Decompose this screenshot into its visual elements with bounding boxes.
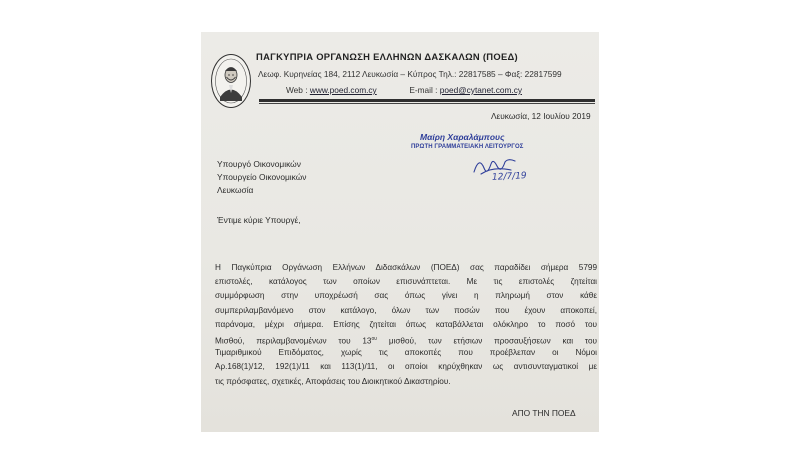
org-name: ΠΑΓΚΥΠΡΙΑ ΟΡΓΑΝΩΣΗ ΕΛΛΗΝΩΝ ΔΑΣΚΑΛΩΝ (ΠΟΕΔ) (256, 51, 518, 62)
header-rule-thin (259, 103, 595, 104)
body-line: παράνομα, μέχρι σήμερα. Επίσης ζητείται όπως καταβάλλεται ολόκληρο το ποσό του (215, 319, 597, 329)
recipient-block (217, 158, 306, 197)
body-line: Τιμαριθμικού Επιδόματος, χωρίς τις αποκοπές που προέβλεπαν οι Νόμοι (215, 348, 597, 358)
recipient-line: Λευκωσία (217, 185, 254, 195)
handwritten-date: 12/7/19 (491, 171, 527, 183)
body-fragment: μισθού, των ετήσιων προσαυξήσεων και του (377, 336, 597, 346)
body-fragment: Μισθού, περιλαμβανομένων του 13 (215, 336, 372, 346)
body-line: Η Παγκύπρια Οργάνωση Ελλήνων Διδασκάλων (ΠΟΕΔ) σας παραδίδει σήμερα 5799 (215, 263, 597, 272)
body-line: τις πρόσφατες, σχετικές, Αποφάσεις του Διοικητικού Δικαστηρίου. (215, 376, 451, 386)
recipient-line: Υπουργείο Οικονομικών (217, 172, 307, 182)
greeting: Έντιμε κύριε Υπουργέ, (217, 215, 301, 225)
body-line: συμπεριλαμβανόμενο στον κατάλογο, όλων των ποσών που έχουν αποκοπεί, (215, 305, 597, 315)
email-link[interactable]: poed@cytanet.com.cy (439, 85, 522, 95)
letter-body (215, 261, 597, 389)
ordinal-superscript: ου (371, 335, 378, 342)
email-label: E-mail : (409, 85, 438, 95)
stamp-name: Μαίρη Χαραλάμπους (420, 132, 505, 142)
body-line: Αρ.168(1)/12, 192(1)/11 και 113(1)/11, οι οποίοι κηρύχθηκαν ως αντισυνταγματικοί με (215, 362, 597, 372)
header-rule-thick (259, 99, 595, 102)
signoff: ΑΠΟ ΤΗΝ ΠΟΕΔ (512, 408, 576, 418)
web-label: Web : (286, 85, 308, 95)
letter-date: Λευκωσία, 12 Ιουλίου 2019 (491, 111, 591, 121)
web-link[interactable]: www.poed.com.cy (309, 85, 377, 95)
org-address: Λεωφ. Κυρηνείας 184, 2112 Λευκωσία – Κύπρος Τηλ.: 22817585 – Φαξ: 22817599 (258, 69, 562, 79)
body-line: επιστολές, κατάλογος των οποίων επισυνάπτεται. Με τις επιστολές ζητείται (215, 277, 597, 287)
recipient-line: Υπουργό Οικονομικών (217, 159, 301, 169)
org-logo (211, 54, 251, 108)
letter-document (201, 32, 599, 432)
body-line: συμμόρφωση στην υποχρέωσή σας όπως γίνει η πληρωμή στον κάθε (215, 291, 597, 301)
body-line (215, 332, 597, 346)
org-contact-line (286, 85, 522, 95)
stamp-title: ΠΡΩΤΗ ΓΡΑΜΜΑΤΕΙΑΚΗ ΛΕΙΤΟΥΡΓΟΣ (411, 144, 524, 150)
